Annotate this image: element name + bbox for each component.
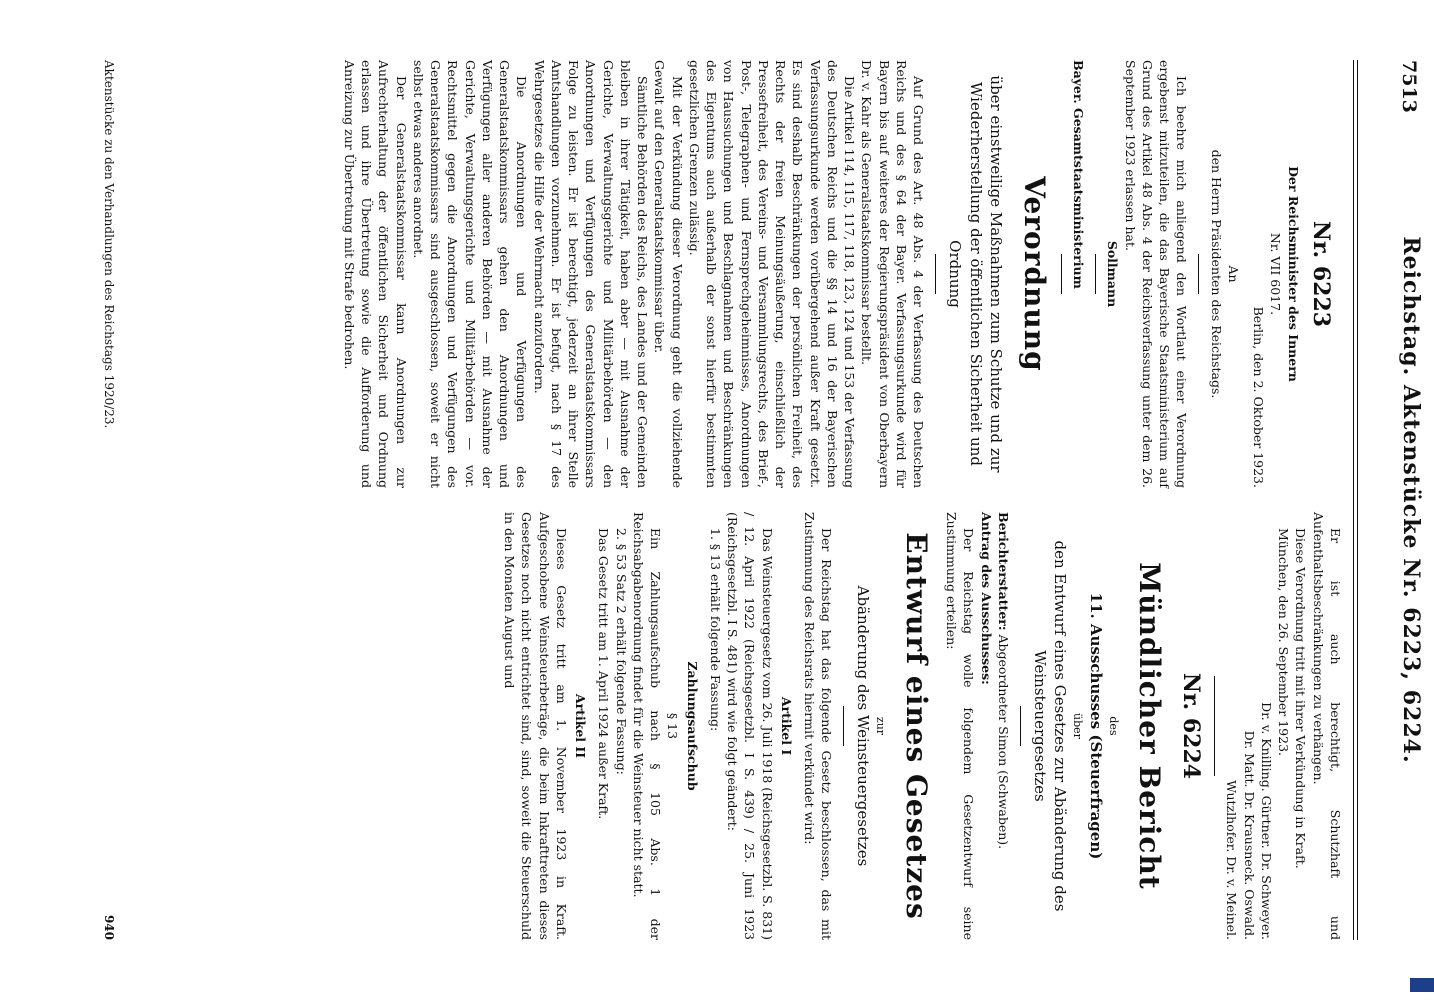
entwurf-reference: den Entwurf eines Gesetzes zur Abänderung des Weinsteuergesetzes	[1030, 540, 1070, 912]
artikel-2-text: Dieses Gesetz tritt am 1. November 1923 in Kraft. Aufgeschobene Weinsteuerbeträge, die beim Inkrafttreten dieses Gesetzes noch nicht entrichtet sind, sind, soweit die Steuerschuld in den Monaten August und	[502, 512, 569, 940]
separator	[1198, 254, 1199, 294]
addressee-an: An	[1225, 265, 1241, 283]
ministry: Bayer. Gesamtstaatsministerium	[1071, 60, 1087, 289]
ueber: über	[1071, 713, 1085, 739]
bericht-title: Mündlicher Bericht	[1132, 562, 1166, 890]
verordnung-title: Verordnung	[1017, 176, 1051, 372]
separator	[1061, 254, 1062, 294]
left-column	[341, 60, 1344, 488]
berichterstatter-label: Berichterstatter:	[995, 512, 1011, 631]
antrag-text: Der Reichstag wolle folgendem Gesetzentwurf seine Zustimmung erteilen:	[944, 512, 977, 940]
signers: Wutzlhofer. Dr. v. Meinel.	[1224, 780, 1240, 940]
signature: Sollmann	[1105, 240, 1121, 308]
des: des	[1107, 716, 1121, 736]
zahlungsaufschub-heading: Zahlungsaufschub	[684, 661, 700, 791]
verordnung-subtitle: über einstweilige Maßnahmen zum Schutze und zur Wiederherstellung der öffentlichen Sicherheit und Ordnung	[945, 75, 1006, 473]
separator	[935, 254, 936, 294]
separator	[1020, 706, 1021, 746]
paragraph: Der Generalstaatskommissar kann Anordnungen zur Aufrechterhaltung der öffentlichen Sicherheit und Ordnung erlassen und ihre Übertretung sowie die Aufforderung und Anreizung zur Übertretung mit Strafe bedrohen.	[341, 60, 409, 488]
paragraph: Die Anordnungen und Verfügungen des Generalstaatskommissars gehen den Anordnungen und Verfügungen aller anderen Behörden — mit Ausnahme der Gerichte, Verwaltungsgerichte und Militärbehörden — vor. Rechtsmittel gegen die Anordnungen und Verfügungen des Generalstaatskommissars sind ausgeschlossen, soweit er nicht selbst etwas anderes anordnet.	[410, 60, 530, 488]
separator	[1095, 254, 1096, 294]
running-title: Reichstag. Aktenstücke Nr. 6223, 6224.	[1398, 236, 1424, 764]
paragraph-13: § 13	[665, 712, 681, 740]
digitization-credit-text	[1416, 978, 1434, 992]
beschluss-text: Der Reichstag hat das folgende Gesetz beschlossen, das mit Zustimmung des Reichsrats hiermit verkündet wird:	[802, 512, 835, 940]
entwurf-title: Entwurf eines Gesetzes	[899, 532, 933, 920]
reference-number: Nr. VII 6017.	[1268, 232, 1284, 316]
berichterstatter: Abgeordneter Simon (Schwaben).	[995, 634, 1011, 850]
page-number: 7513	[1398, 60, 1420, 113]
footer-source: Aktenstücke zu den Verhandlungen des Reichstags 1920/23.	[102, 60, 116, 429]
separator	[1214, 676, 1215, 776]
zur: zur	[874, 716, 888, 736]
ausschuss: 11. Ausschusses (Steuerfragen)	[1087, 592, 1106, 860]
separator	[843, 706, 844, 746]
artikel-1-text: Das Weinsteuergesetz vom 26. Juli 1918 (Reichsgesetzbl. S. 831) / 12. April 1922 (Reichsgesetzbl. I S. 439) / 25. Juni 1923 (Reichsgesetzbl. I S. 481) wird wie folgt geändert:	[725, 512, 775, 940]
artikel-2-heading: Artikel II	[573, 693, 589, 759]
paragraph: Diese Verordnung tritt mit ihrer Verkündung in Kraft.	[1293, 528, 1309, 869]
antrag-label: Antrag des Ausschusses:	[978, 512, 994, 685]
doc-number-6223: Nr. 6223	[1308, 220, 1334, 328]
paragraph: Er ist auch berechtigt, Schutzhaft und Aufenthaltsbeschränkungen zu verhängen.	[1310, 512, 1343, 940]
paragraph: Auf Grund des Art. 48 Abs. 4 der Verfassung des Deutschen Reichs und des § 64 der Bayer. Verfassungsurkunde wird für Bayern bis auf weiteres der Regierungspräsident von Oberbayern Dr. v. Kahr als Generalstaatskommissar bestellt.	[859, 60, 927, 488]
paragraph-13-text: Ein Zahlungsaufschub nach § 105 Abs. 1 der Reichsabgabenordnung findet für die Weinsteuer nicht statt.	[630, 512, 664, 940]
header-rule	[1353, 60, 1358, 940]
paragraph: Mit der Verkündung dieser Verordnung geht die vollziehende Gewalt auf den Generalstaatskommissar über.	[652, 60, 685, 488]
signers: Dr. Matt. Dr. Krausneck. Oswald.	[1241, 730, 1257, 940]
letter-text: Ich beehre mich anliegend den Wortlaut einer Verordnung ergebenst mitzuteilen, die das Bayerische Staatsministerium auf Grund des Artikel 48 Abs. 4 der Reichsverfassung unter dem 26. September 1923 erlassen hat.	[1122, 60, 1190, 488]
item-2: 2. § 53 Satz 2 erhält folgende Fassung:	[613, 528, 629, 775]
right-column	[501, 512, 1344, 940]
paragraph: Die Artikel 114, 115, 117, 118, 123, 124 und 153 der Verfassung des Deutschen Reichs und die §§ 14 und 16 der Bayerischen Verfassungsurkunde werden vorübergehend außer Kraft gesetzt. Es sind deshalb Beschränkungen der persönlichen Freiheit, des Rechts der freien Meinungsäußerung, einschließlich der Pressefreiheit, des Vereins- und Versammlungsrechts, des Brief-, Post-, Telegraphen- und Fernsprechgeheimnisses, Anordnungen von Haussuchungen und Beschlagnahmen und Beschränkungen des Eigentums auch außerhalb der sonst hierfür bestimmten gesetzlichen Grenzen zulässig.	[686, 60, 858, 488]
item-1: 1. § 13 erhält folgende Fassung:	[707, 528, 723, 732]
place-date: Berlin, den 2. Oktober 1923.	[1251, 306, 1267, 488]
artikel-1-heading: Artikel I	[778, 696, 794, 756]
sender: Der Reichsminister des Innern	[1285, 166, 1301, 382]
addressee: den Herrn Präsidenten des Reichstags.	[1208, 149, 1224, 399]
abaenderung: Abänderung des Weinsteuergesetzes	[854, 585, 873, 867]
signers: Dr. v. Knilling. Gürtner. Dr. Schweyer.	[1259, 702, 1274, 940]
footer-sheet-number: 940	[102, 914, 116, 940]
paragraph: Sämtliche Behörden des Reichs, des Landes und der Gemeinden bleiben in ihrer Tätigkeit, haben aber — mit Ausnahme der Gerichte, Verwaltungsgerichte und Militärbehörden — den Anordnungen und Verfügungen des Generalstaatskommissars Folge zu leisten. Er ist berechtigt, jederzeit an ihrer Stelle Amtshandlungen vorzunehmen. Er ist befugt, nach § 17 des Wehrgesetzes die Hilfe der Wehrmacht anzufordern.	[531, 60, 651, 488]
item-2-text: Das Gesetz tritt am 1. April 1924 außer Kraft.	[596, 528, 612, 820]
date-line: München, den 26. September 1923.	[1276, 528, 1292, 756]
doc-number-6224: Nr. 6224	[1178, 672, 1205, 780]
digitization-credit	[1416, 8, 1430, 992]
